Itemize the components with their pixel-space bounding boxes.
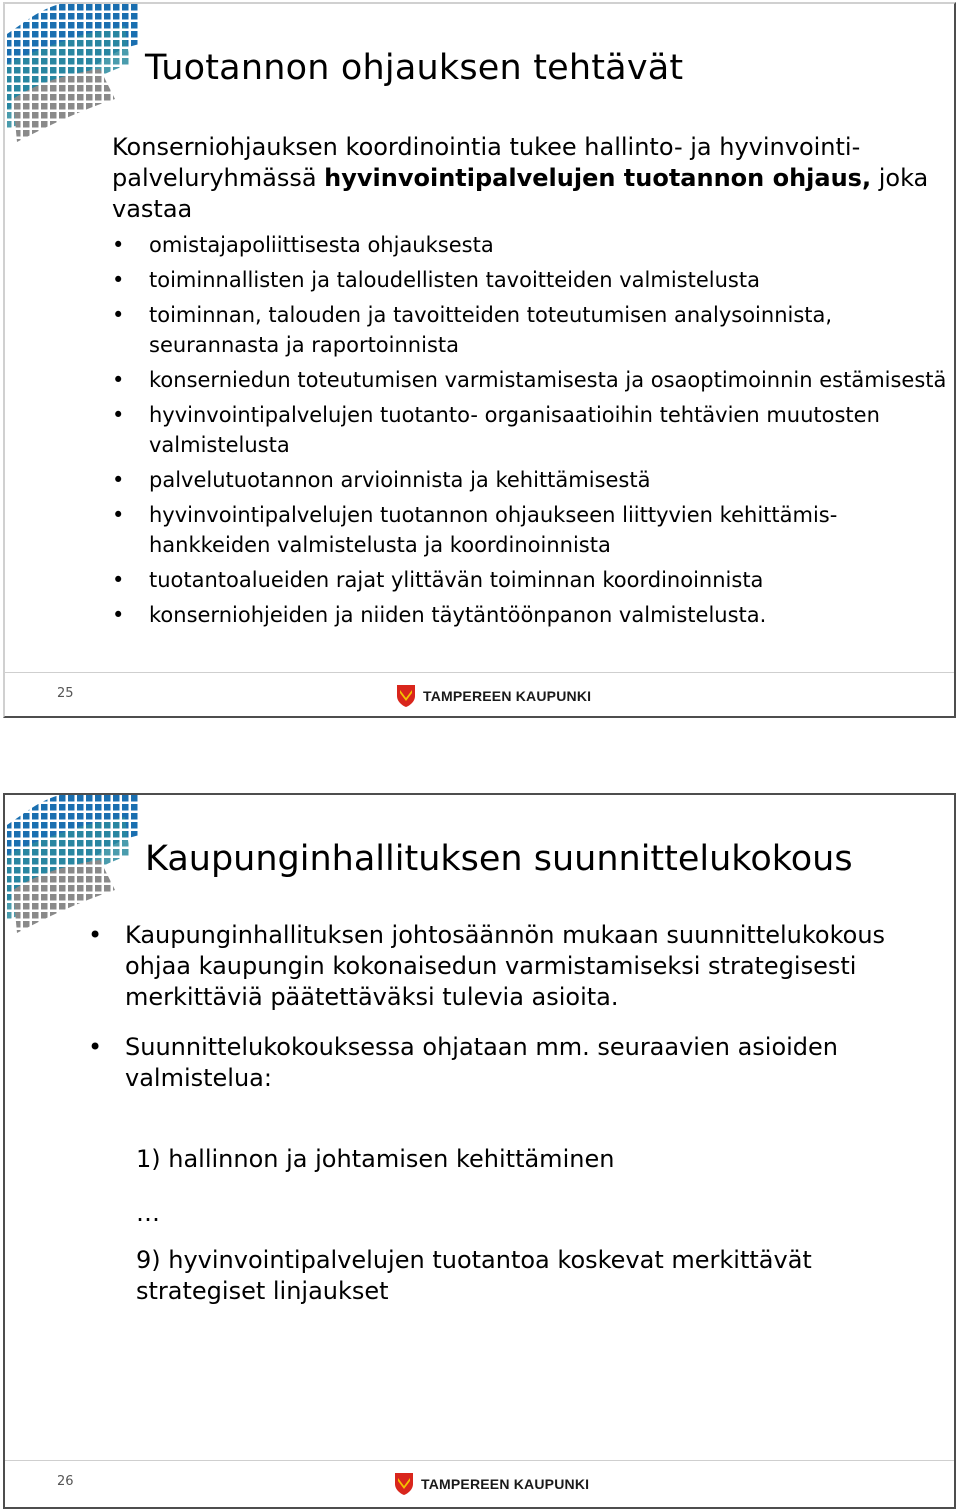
brand-footer	[393, 1472, 589, 1496]
bullet-icon: •	[112, 368, 125, 392]
bullet-icon: •	[112, 503, 125, 527]
page-number: 26	[57, 1474, 74, 1489]
list-item	[112, 400, 952, 460]
sub-item-ellipsis: …	[136, 1199, 160, 1227]
list-item-text: hyvinvointipalvelujen tuotannon ohjaukseen liittyvien kehittämis-hankkeiden valmistelusta ja koordinoinnista	[149, 503, 838, 557]
list-item	[112, 500, 952, 560]
list-item-text: toiminnan, talouden ja tavoitteiden toteutumisen analysoinnista, seurannasta ja raportoinnista	[149, 303, 833, 357]
bullet-icon: •	[112, 268, 125, 292]
list-item	[112, 600, 952, 630]
brand-footer	[395, 684, 591, 708]
slide-title: Kaupunginhallituksen suunnittelukokous	[145, 839, 853, 879]
intro-paragraph	[112, 132, 942, 225]
bullet-icon: •	[112, 468, 125, 492]
brand-name: TAMPEREEN KAUPUNKI	[423, 688, 592, 704]
intro-text-start: Konserniohjauksen koordinointia tukee hallinto- ja hyvinvointi-palveluryhmässä	[112, 133, 861, 192]
bullet-icon: •	[112, 233, 125, 257]
slide-title: Tuotannon ohjauksen tehtävät	[145, 48, 684, 88]
tampere-crest-icon	[393, 1472, 415, 1496]
bullet-icon: •	[112, 603, 125, 627]
intro-text-bold: hyvinvointipalvelujen tuotannon ohjaus,	[324, 164, 872, 192]
bullet-icon: •	[88, 1033, 103, 1061]
bullet-icon: •	[112, 403, 125, 427]
footer-divider	[5, 1460, 954, 1461]
intro-text-end: joka vastaa	[112, 164, 929, 223]
list-item-text: tuotantoalueiden rajat ylittävän toiminnan koordinoinnista	[149, 568, 764, 592]
list-item-text: toiminnallisten ja taloudellisten tavoitteiden valmistelusta	[149, 268, 760, 292]
sub-item: 1) hallinnon ja johtamisen kehittäminen	[136, 1145, 615, 1173]
list-item-text: omistajapoliittisesta ohjauksesta	[149, 233, 494, 257]
list-item-text: hyvinvointipalvelujen tuotanto- organisaatioihin tehtävien muutosten valmistelusta	[149, 403, 880, 457]
bullet-icon: •	[88, 921, 103, 949]
list-item	[112, 465, 952, 495]
list-item-text: Kaupunginhallituksen johtosäännön mukaan suunnittelukokous ohjaa kaupungin kokonaisedun varmistamiseksi strategisesti merkittäviä päätettäväksi tulevia asioita.	[125, 921, 886, 1011]
list-item	[112, 230, 952, 260]
grid-pattern-logo	[5, 795, 145, 935]
sub-item: 9) hyvinvointipalvelujen tuotantoa koskevat merkittävät strategiset linjaukset	[136, 1246, 812, 1305]
grid-pattern-logo	[5, 4, 145, 144]
list-item	[112, 300, 952, 360]
list-item-text: palvelutuotannon arvioinnista ja kehittämisestä	[149, 468, 651, 492]
list-item	[88, 920, 908, 1013]
meeting-bullet-list	[88, 920, 908, 1113]
responsibility-list	[112, 230, 952, 635]
footer-divider	[5, 672, 954, 673]
list-item	[112, 365, 952, 395]
tampere-crest-icon	[395, 684, 417, 708]
page-number: 25	[57, 686, 74, 701]
list-item-text: konserniohjeiden ja niiden täytäntöönpanon valmistelusta.	[149, 603, 767, 627]
brand-name: TAMPEREEN KAUPUNKI	[421, 1476, 590, 1492]
bullet-icon: •	[112, 568, 125, 592]
slide-25	[3, 2, 956, 718]
list-item	[112, 265, 952, 295]
bullet-icon: •	[112, 303, 125, 327]
list-item-text: konserniedun toteutumisen varmistamisesta ja osaoptimoinnin estämisestä	[149, 368, 947, 392]
list-item-text: Suunnittelukokouksessa ohjataan mm. seuraavien asioiden valmistelua:	[125, 1033, 839, 1092]
list-item	[112, 565, 952, 595]
list-item	[88, 1032, 908, 1094]
